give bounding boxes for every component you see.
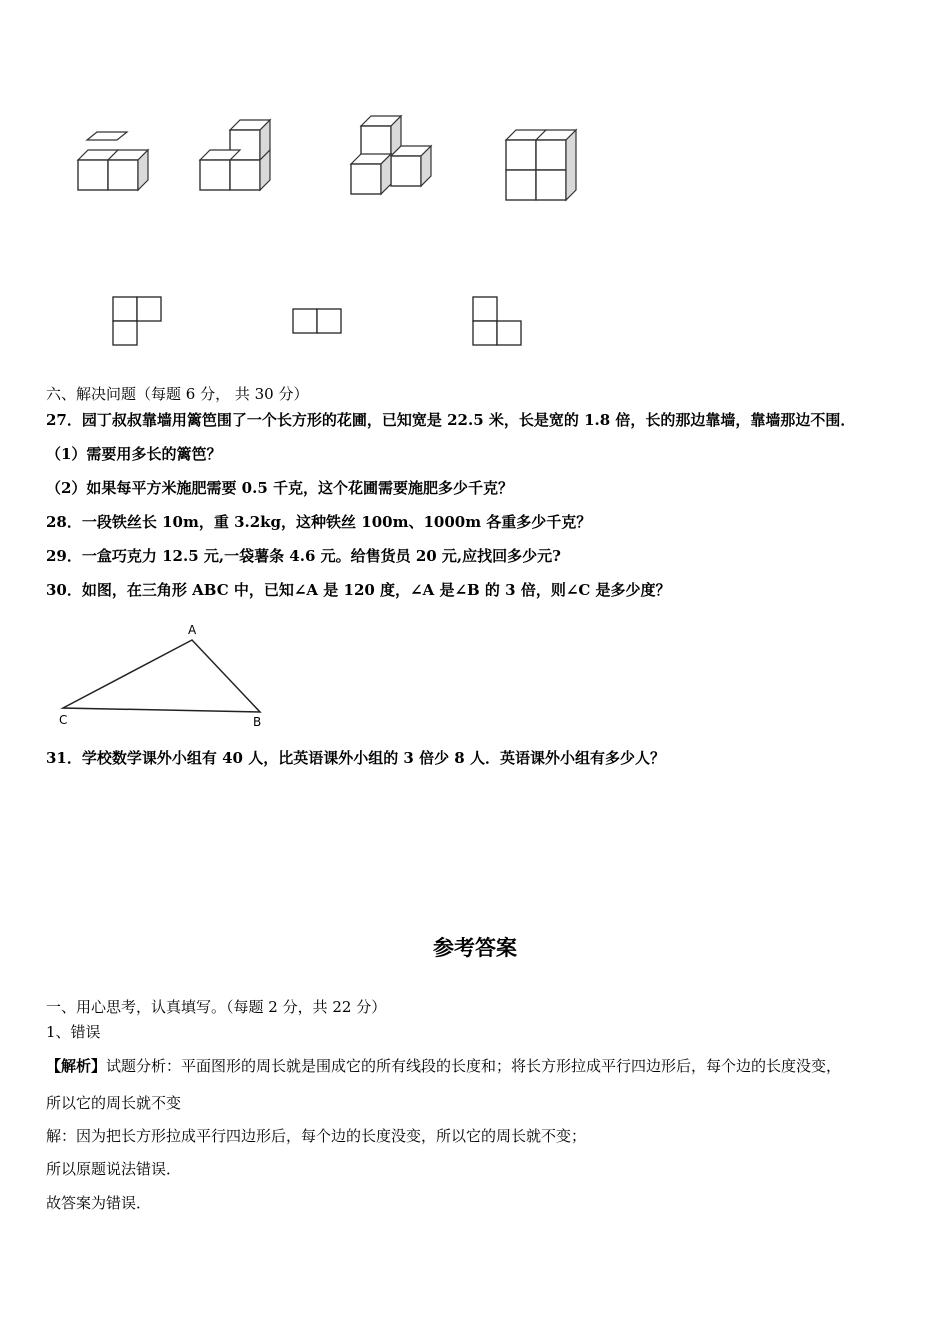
answer-1-final: 故答案为错误． (46, 1194, 152, 1212)
analysis-text: 试题分析：平面图形的周长就是围成它的所有线段的长度和；将长方形拉成平行四边形后，每个边的长度没变， (106, 1057, 842, 1075)
question-30: 30．如图，在三角形 ABC 中，已知∠A 是 120 度，∠A 是∠B 的 3 倍，则∠C 是多少度？ (46, 581, 671, 599)
triangle-abc (55, 620, 275, 732)
question-29: 29．一盒巧克力 12.5 元,一袋薯条 4.6 元。给售货员 20 元,应找回多少元? (46, 547, 561, 565)
section-6-heading: 六、解决问题（每题 6 分， 共 30 分） (46, 385, 309, 403)
answers-title: 参考答案 (433, 936, 517, 960)
question-28: 28．一段铁丝长 10m，重 3.2kg，这种铁丝 100m、1000m 各重多少千克？ (46, 513, 592, 531)
answer-1-analysis (46, 1056, 841, 1076)
cube-figure-3 (342, 112, 442, 202)
answer-1-conclusion: 所以原题说法错误． (46, 1160, 182, 1178)
view-shape-1 (110, 295, 166, 349)
answer-1: 1、错误 (46, 1023, 101, 1041)
question-27-part-2: （2）如果每平方米施肥需要 0.5 千克，这个花圃需要施肥多少千克？ (46, 479, 513, 497)
analysis-tag: 【解析】 (46, 1057, 107, 1075)
view-shape-3 (470, 295, 526, 349)
answer-1-analysis-continued: 所以它的周长就不变 (46, 1094, 182, 1112)
cube-figure-4 (498, 122, 588, 212)
question-27: 27．园丁叔叔靠墙用篱笆围了一个长方形的花圃，已知宽是 22.5 米，长是宽的 1.8 倍，长的那边靠墙，靠墙那边不围． (46, 411, 856, 429)
question-31: 31．学校数学课外小组有 40 人，比英语课外小组的 3 倍少 8 人．英语课外小组有多少人？ (46, 749, 665, 767)
question-27-part-1: （1）需要用多长的篱笆？ (46, 445, 222, 463)
answers-section-1-heading: 一、用心思考，认真填写。（每题 2 分，共 22 分） (46, 998, 387, 1016)
vertex-label-b: B (253, 715, 262, 729)
view-shape-2 (290, 307, 346, 337)
answer-1-solution: 解：因为把长方形拉成平行四边形后，每个边的长度没变，所以它的周长就不变； (46, 1127, 587, 1145)
cube-figure-2 (192, 118, 282, 198)
vertex-label-a: A (188, 623, 197, 637)
vertex-label-c: C (59, 713, 68, 727)
cube-figure-1 (70, 132, 160, 202)
